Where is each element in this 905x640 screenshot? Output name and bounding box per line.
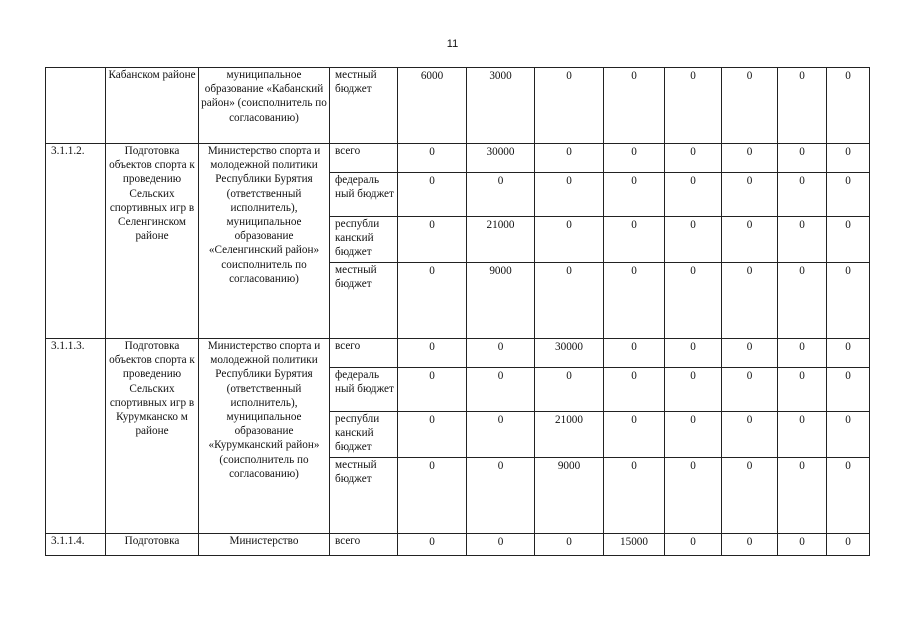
amount-cell: 0 (398, 534, 467, 556)
amount-cell: 0 (535, 173, 604, 217)
amount-cell: 0 (665, 217, 722, 263)
funding-source-cell: местный бюджет (330, 263, 398, 339)
amount-cell: 0 (398, 368, 467, 412)
amount-cell: 0 (665, 173, 722, 217)
item-code-cell: 3.1.1.3. (46, 339, 106, 534)
amount-cell: 0 (827, 458, 870, 534)
table-row (46, 534, 870, 556)
item-name-cell: Подготовка объектов спорта к проведению Сельских спортивных игр в Курумканско м районе (106, 339, 199, 534)
amount-cell: 0 (665, 368, 722, 412)
amount-cell: 0 (722, 263, 778, 339)
funding-source-cell: республи канский бюджет (330, 412, 398, 458)
amount-cell: 0 (535, 217, 604, 263)
amount-cell: 0 (827, 534, 870, 556)
amount-cell: 0 (665, 68, 722, 144)
table-row (46, 144, 870, 173)
amount-cell: 0 (778, 339, 827, 368)
item-code-cell (46, 68, 106, 144)
amount-cell: 0 (398, 339, 467, 368)
amount-cell: 15000 (604, 534, 665, 556)
table-row (46, 68, 870, 144)
table-row (46, 339, 870, 368)
amount-cell: 0 (535, 68, 604, 144)
amount-cell: 0 (827, 173, 870, 217)
amount-cell: 0 (722, 144, 778, 173)
amount-cell: 0 (827, 217, 870, 263)
amount-cell: 0 (778, 68, 827, 144)
amount-cell: 0 (827, 144, 870, 173)
amount-cell: 6000 (398, 68, 467, 144)
amount-cell: 0 (604, 412, 665, 458)
amount-cell: 0 (778, 534, 827, 556)
funding-source-cell: всего (330, 534, 398, 556)
amount-cell: 21000 (535, 412, 604, 458)
amount-cell: 0 (722, 339, 778, 368)
amount-cell: 0 (604, 68, 665, 144)
amount-cell: 0 (665, 458, 722, 534)
amount-cell: 0 (778, 412, 827, 458)
amount-cell: 3000 (467, 68, 535, 144)
amount-cell: 0 (665, 534, 722, 556)
amount-cell: 0 (827, 339, 870, 368)
amount-cell: 0 (827, 263, 870, 339)
amount-cell: 0 (398, 173, 467, 217)
amount-cell: 0 (665, 263, 722, 339)
item-code-cell: 3.1.1.4. (46, 534, 106, 556)
amount-cell: 0 (535, 144, 604, 173)
item-name-cell: Кабанском районе (106, 68, 199, 144)
amount-cell: 0 (535, 263, 604, 339)
amount-cell: 0 (778, 144, 827, 173)
page-number: 11 (446, 38, 459, 50)
amount-cell: 30000 (535, 339, 604, 368)
funding-source-cell: всего (330, 339, 398, 368)
amount-cell: 0 (604, 339, 665, 368)
amount-cell: 0 (604, 144, 665, 173)
executor-cell: Министерство спорта и молодежной политики Республики Бурятия (ответственный исполнитель), муниципальное образование «Курумканский район» (соисполнитель по согласованию) (199, 339, 330, 534)
amount-cell: 0 (665, 412, 722, 458)
amount-cell: 0 (467, 412, 535, 458)
amount-cell: 0 (535, 368, 604, 412)
amount-cell: 0 (398, 412, 467, 458)
amount-cell: 0 (722, 217, 778, 263)
amount-cell: 0 (467, 534, 535, 556)
amount-cell: 0 (827, 368, 870, 412)
amount-cell: 0 (535, 534, 604, 556)
funding-source-cell: местный бюджет (330, 68, 398, 144)
amount-cell: 0 (467, 458, 535, 534)
amount-cell: 0 (604, 263, 665, 339)
amount-cell: 0 (398, 263, 467, 339)
funding-source-cell: федераль ный бюджет (330, 173, 398, 217)
funding-source-cell: местный бюджет (330, 458, 398, 534)
amount-cell: 0 (778, 217, 827, 263)
amount-cell: 0 (665, 144, 722, 173)
executor-cell: муниципальное образование «Кабанский район» (соисполнитель по согласованию) (199, 68, 330, 144)
amount-cell: 0 (827, 68, 870, 144)
amount-cell: 0 (778, 173, 827, 217)
amount-cell: 0 (467, 339, 535, 368)
funding-source-cell: всего (330, 144, 398, 173)
item-name-cell: Подготовка объектов спорта к проведению Сельских спортивных игр в Селенгинском районе (106, 144, 199, 339)
amount-cell: 0 (398, 217, 467, 263)
amount-cell: 0 (722, 368, 778, 412)
amount-cell: 0 (467, 368, 535, 412)
amount-cell: 0 (778, 263, 827, 339)
amount-cell: 0 (604, 368, 665, 412)
executor-cell: Министерство (199, 534, 330, 556)
amount-cell: 0 (778, 458, 827, 534)
amount-cell: 9000 (535, 458, 604, 534)
amount-cell: 0 (665, 339, 722, 368)
amount-cell: 9000 (467, 263, 535, 339)
amount-cell: 0 (722, 534, 778, 556)
amount-cell: 0 (604, 173, 665, 217)
amount-cell: 0 (778, 368, 827, 412)
amount-cell: 0 (604, 458, 665, 534)
amount-cell: 0 (398, 144, 467, 173)
amount-cell: 30000 (467, 144, 535, 173)
funding-source-cell: республи канский бюджет (330, 217, 398, 263)
amount-cell: 0 (827, 412, 870, 458)
funding-source-cell: федераль ный бюджет (330, 368, 398, 412)
amount-cell: 21000 (467, 217, 535, 263)
amount-cell: 0 (722, 68, 778, 144)
amount-cell: 0 (398, 458, 467, 534)
budget-table (45, 67, 870, 556)
amount-cell: 0 (467, 173, 535, 217)
executor-cell: Министерство спорта и молодежной политики Республики Бурятия (ответственный исполнитель), муниципальное образование «Селенгинский район» соисполнитель по согласованию) (199, 144, 330, 339)
item-code-cell: 3.1.1.2. (46, 144, 106, 339)
amount-cell: 0 (604, 217, 665, 263)
amount-cell: 0 (722, 173, 778, 217)
amount-cell: 0 (722, 412, 778, 458)
amount-cell: 0 (722, 458, 778, 534)
item-name-cell: Подготовка (106, 534, 199, 556)
